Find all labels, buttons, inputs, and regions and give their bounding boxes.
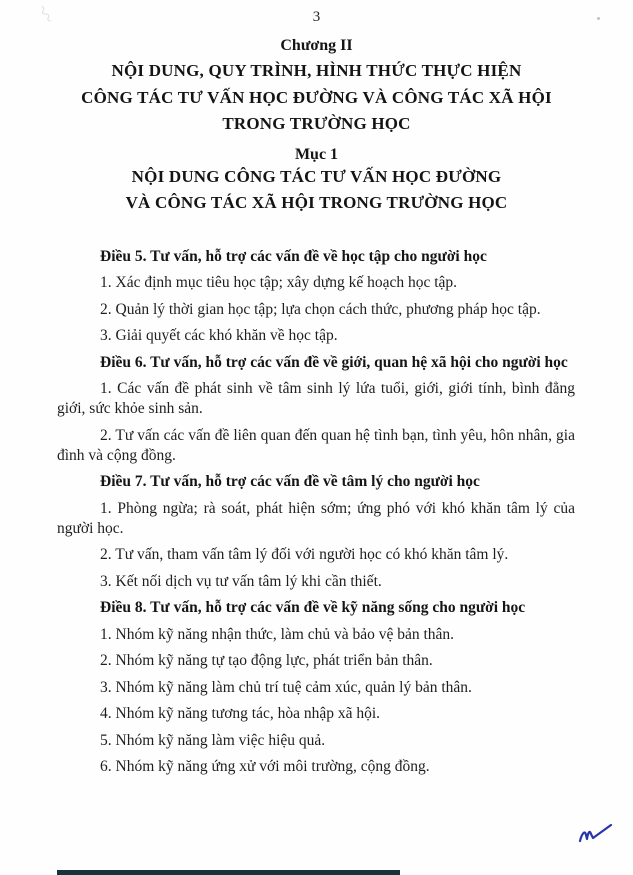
section-title-line: VÀ CÔNG TÁC XÃ HỘI TRONG TRƯỜNG HỌC bbox=[125, 193, 508, 212]
article-7-item: 1. Phòng ngừa; rà soát, phát hiện sớm; ứng phó với khó khăn tâm lý của người học. bbox=[57, 499, 575, 537]
article-5-item: 3. Giải quyết các khó khăn về học tập. bbox=[100, 327, 338, 344]
chapter-title-line: CÔNG TÁC TƯ VẤN HỌC ĐƯỜNG VÀ CÔNG TÁC XÃ HỘI bbox=[81, 87, 552, 107]
article-8-item: 1. Nhóm kỹ năng nhận thức, làm chủ và bảo vệ bản thân. bbox=[100, 625, 455, 643]
document-body bbox=[57, 247, 575, 778]
article-7-heading: Điều 7. Tư vấn, hỗ trợ các vấn đề về tâm lý cho người học bbox=[100, 473, 480, 490]
chapter-title-line: NỘI DUNG, QUY TRÌNH, HÌNH THỨC THỰC HIỆN bbox=[111, 61, 522, 80]
article-8-heading: Điều 8. Tư vấn, hỗ trợ các vấn đề về kỹ năng sống cho người học bbox=[100, 599, 526, 616]
page-number: 3 bbox=[312, 9, 321, 25]
article-6-item: 2. Tư vấn các vấn đề liên quan đến quan hệ tình bạn, tình yêu, hôn nhân, gia đình và cộng đồng. bbox=[57, 426, 575, 464]
scan-edge-bar bbox=[57, 870, 400, 875]
article-7-item: 3. Kết nối dịch vụ tư vấn tâm lý khi cần thiết. bbox=[100, 572, 382, 590]
section-label: Mục 1 bbox=[294, 145, 339, 163]
article-5-heading: Điều 5. Tư vấn, hỗ trợ các vấn đề về học tập cho người học bbox=[100, 247, 487, 265]
article-6-heading: Điều 6. Tư vấn, hỗ trợ các vấn đề về giới, quan hệ xã hội cho người học bbox=[100, 353, 568, 371]
handwritten-initial-ink-mark bbox=[577, 822, 615, 846]
article-8-item: 2. Nhóm kỹ năng tự tạo động lực, phát triển bản thân. bbox=[100, 652, 433, 669]
article-5-item: 2. Quản lý thời gian học tập; lựa chọn cách thức, phương pháp học tập. bbox=[100, 300, 541, 318]
article-8-item: 5. Nhóm kỹ năng làm việc hiệu quả. bbox=[100, 731, 326, 749]
article-6-item: 1. Các vấn đề phát sinh về tâm sinh lý lứa tuổi, giới, giới tính, bình đẳng giới, sức khỏe sinh sản. bbox=[57, 380, 575, 417]
article-8-item: 3. Nhóm kỹ năng làm chủ trí tuệ cảm xúc, quản lý bản thân. bbox=[100, 678, 472, 696]
chapter-label: Chương II bbox=[280, 37, 353, 54]
scan-speck bbox=[597, 17, 600, 20]
article-8-item: 4. Nhóm kỹ năng tương tác, hòa nhập xã hội. bbox=[100, 705, 381, 722]
article-7-item: 2. Tư vấn, tham vấn tâm lý đối với người học có khó khăn tâm lý. bbox=[100, 546, 509, 563]
chapter-title-line: TRONG TRƯỜNG HỌC bbox=[222, 114, 411, 133]
article-8-item: 6. Nhóm kỹ năng ứng xử với môi trường, cộng đồng. bbox=[100, 758, 430, 775]
section-title-line: NỘI DUNG CÔNG TÁC TƯ VẤN HỌC ĐƯỜNG bbox=[131, 166, 502, 186]
chapter-heading-block bbox=[0, 37, 633, 217]
article-5-item: 1. Xác định mục tiêu học tập; xây dựng kế hoạch học tập. bbox=[100, 274, 458, 291]
section-title bbox=[0, 164, 633, 217]
chapter-title bbox=[0, 58, 633, 138]
